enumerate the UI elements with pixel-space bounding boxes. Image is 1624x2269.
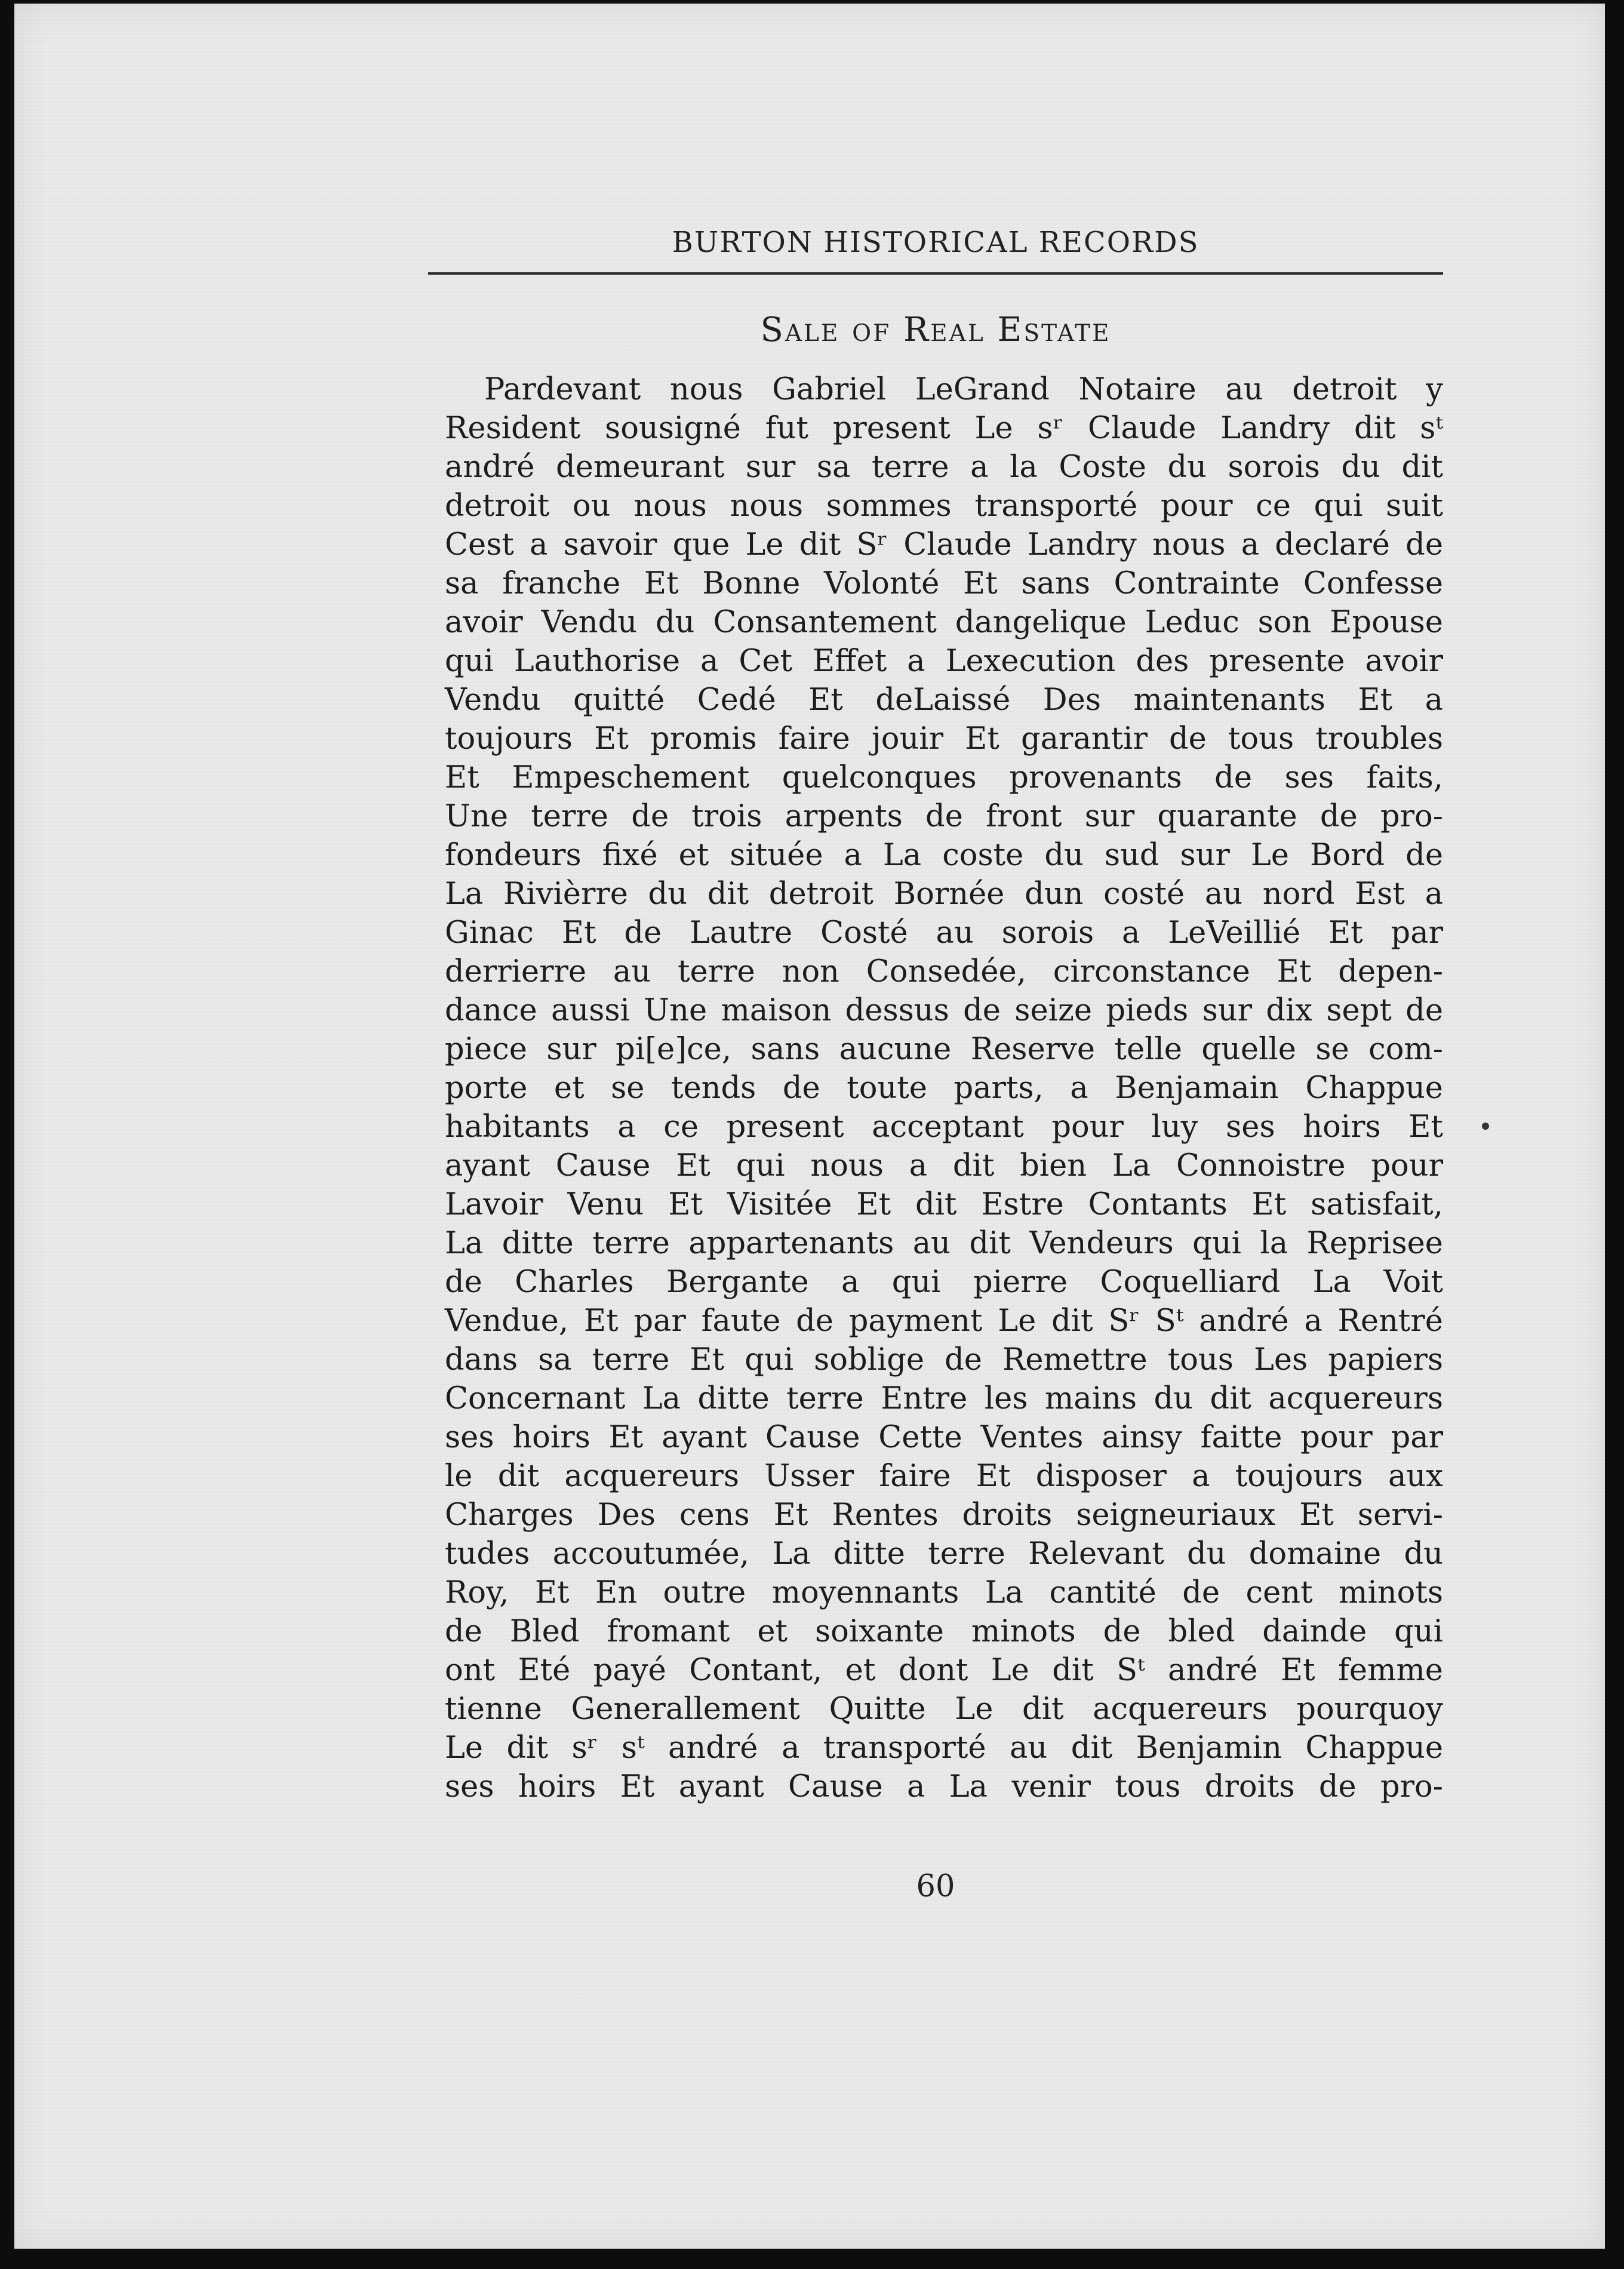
body-line: sa franche Et Bonne Volonté Et sans Contrainte Confesse xyxy=(445,566,1443,601)
header-rule xyxy=(428,272,1443,275)
body-line: toujours Et promis faire jouir Et garantir de tous troubles xyxy=(445,721,1443,757)
body-line: Roy, Et En outre moyennants La cantité de cent minots xyxy=(445,1575,1443,1610)
body-line: Le dit sʳ sᵗ andré a transporté au dit Benjamin Chappue xyxy=(445,1730,1443,1766)
body-line: fondeurs fixé et située a La coste du sud sur Le Bord de xyxy=(445,838,1443,873)
body-line: dance aussi Une maison dessus de seize pieds sur dix sept de xyxy=(445,993,1443,1028)
running-header: BURTON HISTORICAL RECORDS xyxy=(672,226,1199,259)
body-line: Et Empeschement quelconques provenants de ses faits, xyxy=(445,760,1443,795)
body-line: ayant Cause Et qui nous a dit bien La Connoistre pour xyxy=(445,1148,1443,1183)
body-line: Charges Des cens Et Rentes droits seigneuriaux Et servi- xyxy=(445,1498,1443,1533)
page-number: 60 xyxy=(916,1869,955,1904)
body-line: detroit ou nous nous sommes transporté pour ce qui suit xyxy=(445,488,1443,524)
body-line: avoir Vendu du Consantement dangelique Leduc son Epouse xyxy=(445,605,1443,640)
body-line: ont Eté payé Contant, et dont Le dit Sᵗ andré Et femme xyxy=(445,1653,1443,1688)
body-line: derrierre au terre non Consedée, circonstance Et depen- xyxy=(445,954,1443,989)
section-title: Sale of Real Estate xyxy=(760,310,1111,349)
body-line: habitants a ce present acceptant pour luy ses hoirs Et xyxy=(445,1109,1443,1145)
body-line: le dit acquereurs Usser faire Et disposer a toujours aux xyxy=(445,1459,1443,1494)
body-line: andré demeurant sur sa terre a la Coste du sorois du dit xyxy=(445,450,1443,485)
scan-speck xyxy=(1482,1123,1489,1130)
body-line: Vendu quitté Cedé Et deLaissé Des maintenants Et a xyxy=(445,682,1443,718)
body-line: qui Lauthorise a Cet Effet a Lexecution des presente avoir xyxy=(445,644,1443,679)
body-line: tudes accoutumée, La ditte terre Relevant du domaine du xyxy=(445,1536,1443,1572)
body-line: ses hoirs Et ayant Cause a La venir tous droits de pro- xyxy=(445,1769,1443,1804)
body-line: La Rivièrre du dit detroit Bornée dun costé au nord Est a xyxy=(445,877,1443,912)
body-line: Vendue, Et par faute de payment Le dit Sʳ Sᵗ andré a Rentré xyxy=(445,1303,1443,1339)
body-line: Cest a savoir que Le dit Sʳ Claude Landry nous a declaré de xyxy=(445,527,1443,562)
body-line: Lavoir Venu Et Visitée Et dit Estre Contants Et satisfait, xyxy=(445,1187,1443,1222)
body-line: ses hoirs Et ayant Cause Cette Ventes ainsy faitte pour par xyxy=(445,1420,1443,1455)
body-line: piece sur pi[e]ce, sans aucune Reserve telle quelle se com- xyxy=(445,1032,1443,1067)
body-line: Ginac Et de Lautre Costé au sorois a LeVeillié Et par xyxy=(445,915,1443,951)
body-line: Pardevant nous Gabriel LeGrand Notaire au detroit y xyxy=(484,372,1443,407)
body-line: La ditte terre appartenants au dit Vendeurs qui la Reprisee xyxy=(445,1226,1443,1261)
body-line: Une terre de trois arpents de front sur quarante de pro- xyxy=(445,799,1443,834)
body-line: Concernant La ditte terre Entre les mains du dit acquereurs xyxy=(445,1381,1443,1416)
body-text xyxy=(445,370,1443,1899)
body-line: de Bled fromant et soixante minots de bled dainde qui xyxy=(445,1614,1443,1649)
body-line: porte et se tends de toute parts, a Benjamain Chappue xyxy=(445,1071,1443,1106)
body-line: de Charles Bergante a qui pierre Coquelliard La Voit xyxy=(445,1265,1443,1300)
body-line: Resident sousigné fut present Le sʳ Claude Landry dit sᵗ xyxy=(445,411,1443,446)
body-line: dans sa terre Et qui soblige de Remettre tous Les papiers xyxy=(445,1342,1443,1378)
body-line: tienne Generallement Quitte Le dit acquereurs pourquoy xyxy=(445,1692,1443,1727)
